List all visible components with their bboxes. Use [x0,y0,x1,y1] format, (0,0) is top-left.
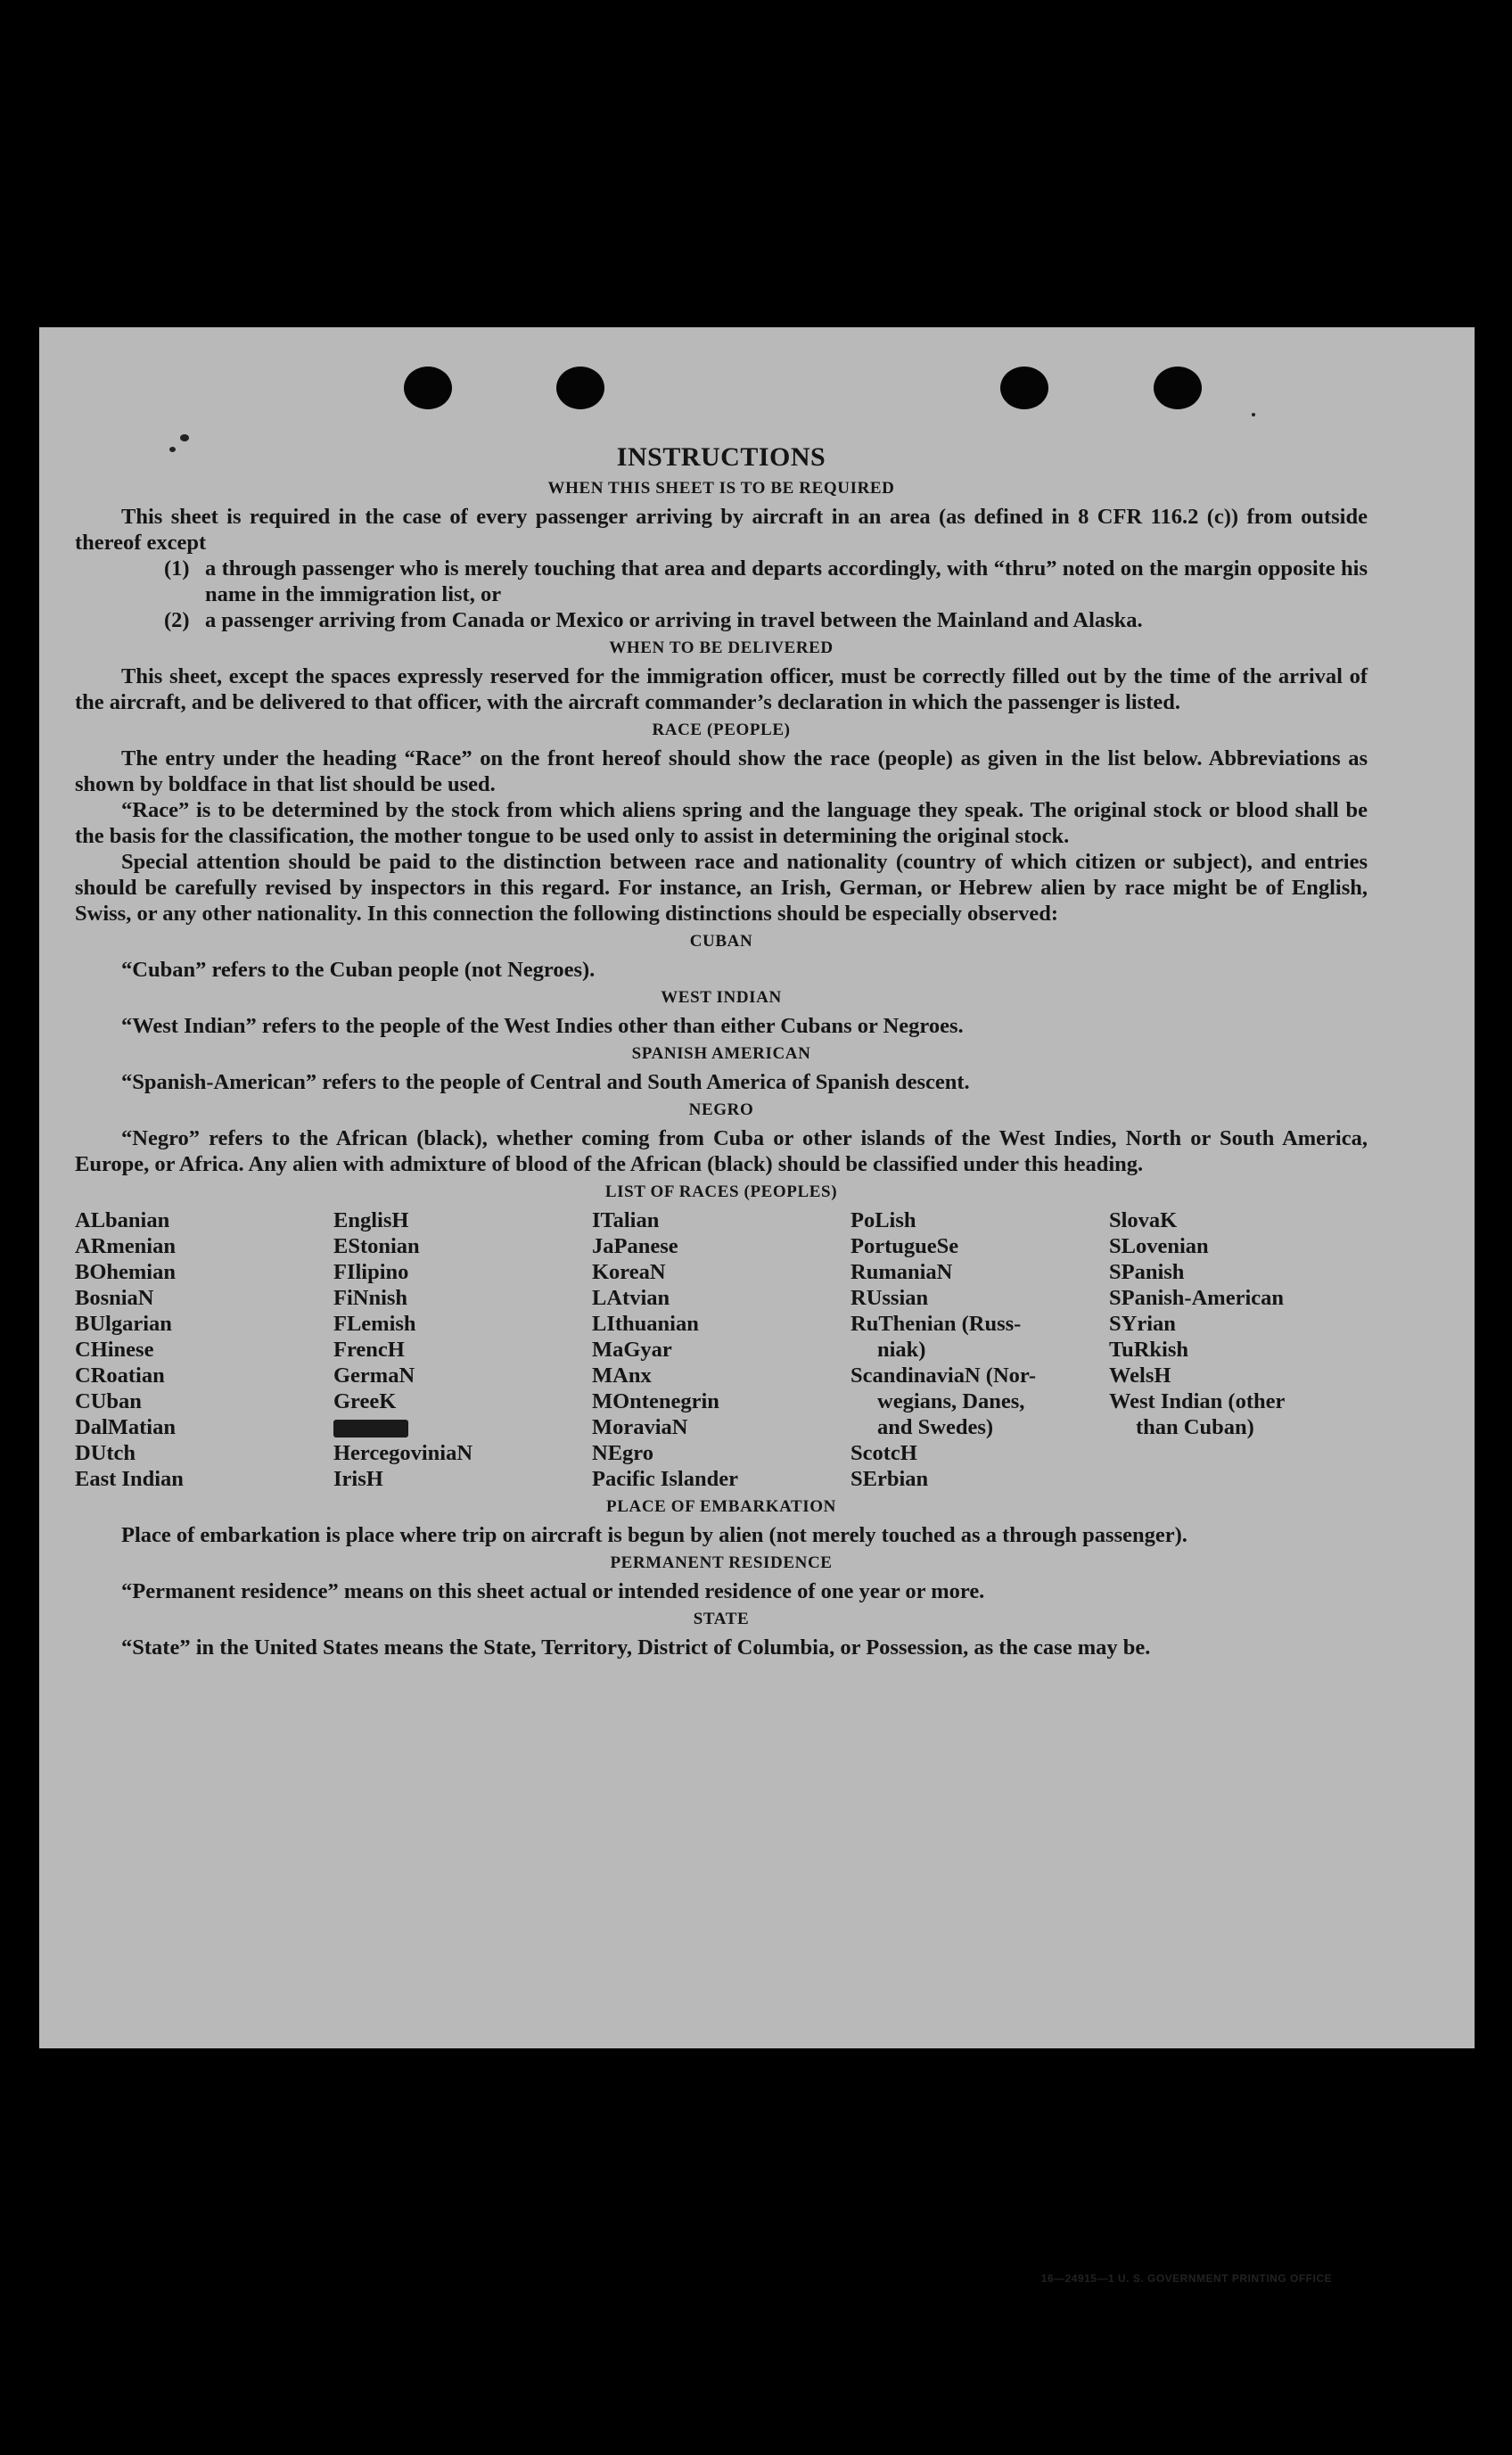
race-entry: Pacific Islander [592,1467,738,1491]
race-entry-redacted [333,1414,592,1440]
race-entry: FIlipino [333,1260,409,1284]
exception-item [75,607,1368,633]
races-column [333,1207,592,1492]
race-entry: SErbian [850,1467,929,1491]
races-column [75,1207,333,1492]
delivered-text: This sheet, except the spaces expressly reserved for the immigration officer, must be correctly filled out by the time of the arrival of the aircraft, and be delivered to that officer, with the aircraft commander’s declaration in which the passenger is listed. [75,664,1368,714]
race-entry: GermaN [333,1363,415,1388]
races-column [850,1207,1109,1492]
page-title: INSTRUCTIONS [616,442,826,472]
exception-number: (2) [164,608,190,632]
heading-list-of-races: LIST OF RACES (PEOPLES) [604,1182,838,1201]
heading-when-delivered: WHEN TO BE DELIVERED [609,638,834,657]
punch-hole [1000,367,1048,409]
races-list [75,1207,1368,1492]
spanish-american-text: “Spanish-American” refers to the people of Central and South America of Spanish descent. [121,1070,970,1094]
ink-speck [1252,413,1255,416]
heading-spanish-american: SPANISH AMERICAN [631,1044,811,1063]
race-entry: ScotcH [850,1441,917,1465]
race-entry: FiNnish [333,1286,408,1310]
race-entry: KoreaN [592,1260,666,1284]
race-entry: EStonian [333,1234,420,1258]
race-entry: ScandinaviaN (Nor- [850,1363,1037,1388]
document-sheet [39,327,1475,2285]
exception-number: (1) [164,556,190,581]
race-entry: SPanish [1109,1260,1185,1284]
embarkation-text: Place of embarkation is place where trip on aircraft is begun by alien (not merely touched as a through passenger). [121,1523,1187,1547]
heading-place-of-embarkation: PLACE OF EMBARKATION [606,1497,836,1516]
exception-item [75,556,1368,607]
race-entry: WelsH [1109,1363,1171,1388]
race-paragraph-3: Special attention should be paid to the distinction between race and nationality (country of which citizen or subject), and entries should be carefully revised by inspectors in this regard. For instance, an Irish, German, or Hebrew alien by race might be of English, Swiss, or any other nationality. In this connection the following distinctions should be especially observed: [75,850,1368,926]
negro-text: “Negro” refers to the African (black), whether coming from Cuba or other islands of the West Indies, North or South America, Europe, or Africa. Any alien with admixture of blood of the African (black) should be classified under this heading. [75,1126,1368,1176]
exception-text: a through passenger who is merely touching that area and departs accordingly, with “thru” noted on the margin opposite his name in the immigration list, or [205,556,1368,606]
punch-hole [404,367,452,409]
race-entry: BUlgarian [75,1312,172,1336]
race-entry: PortugueSe [850,1234,959,1258]
state-text: “State” in the United States means the State, Territory, District of Columbia, or Possession, as the case may be. [121,1635,1151,1660]
race-entry: SPanish-American [1109,1286,1284,1310]
race-entry: HercegoviniaN [333,1441,473,1465]
west-indian-text: “West Indian” refers to the people of the West Indies other than either Cubans or Negroes. [121,1014,964,1038]
race-entry: SLovenian [1109,1234,1209,1258]
heading-cuban: CUBAN [689,932,753,951]
race-entry: DalMatian [75,1415,176,1439]
race-entry: TuRkish [1109,1338,1189,1362]
heading-west-indian: WEST INDIAN [661,988,782,1007]
cuban-text: “Cuban” refers to the Cuban people (not Negroes). [121,958,596,982]
ink-speck [180,434,189,441]
race-entry: CHinese [75,1338,154,1362]
race-entry: MOntenegrin [592,1389,719,1413]
race-paragraph-1: The entry under the heading “Race” on the front hereof should show the race (people) as given in the list below. Abbreviations as shown by boldface in that list should be used. [75,746,1368,796]
race-entry: GreeK [333,1389,397,1413]
race-entry: ARmenian [75,1234,176,1258]
race-entry: MAnx [592,1363,652,1388]
race-entry: West Indian (other [1109,1389,1286,1413]
printing-office-footer: 16—24915—1 U. S. GOVERNMENT PRINTING OFFICE [1040,2272,1332,2285]
race-entry: RUssian [850,1286,929,1310]
heading-race: RACE (PEOPLE) [652,721,791,739]
race-entry: East Indian [75,1467,184,1491]
heading-when-required: WHEN THIS SHEET IS TO BE REQUIRED [547,479,895,498]
race-entry: BOhemian [75,1260,176,1284]
race-entry: SYrian [1109,1312,1176,1336]
required-intro: This sheet is required in the case of every passenger arriving by aircraft in an area (as defined in 8 CFR 116.2 (c)) from outside thereof except [75,505,1368,555]
race-entry: BosniaN [75,1286,154,1310]
race-entry-continued: niak) [877,1338,926,1362]
punch-hole [1154,367,1202,409]
heading-state: STATE [693,1610,750,1628]
race-entry: ITalian [592,1208,660,1232]
race-entry: LIthuanian [592,1312,699,1336]
race-entry: FLemish [333,1312,416,1336]
exception-text: a passenger arriving from Canada or Mexico or arriving in travel between the Mainland and Alaska. [205,608,1143,632]
race-paragraph-2: “Race” is to be determined by the stock from which aliens spring and the language they speak. The original stock or blood shall be the basis for the classification, the mother tongue to be used only to assist in determining the original stock. [75,798,1368,848]
race-entry: IrisH [333,1467,383,1491]
heading-negro: NEGRO [688,1100,754,1119]
race-entry: FrencH [333,1338,405,1362]
race-entry-continued: wegians, Danes, [877,1389,1025,1413]
race-entry: ALbanian [75,1208,170,1232]
residence-text: “Permanent residence” means on this sheet actual or intended residence of one year or more. [121,1579,985,1603]
punch-hole [556,367,604,409]
race-entry: RumaniaN [850,1260,953,1284]
race-entry: NEgro [592,1441,653,1465]
race-entry: MoraviaN [592,1415,688,1439]
redaction-mark [333,1420,408,1438]
race-entry-continued: than Cuban) [1136,1415,1254,1439]
race-entry: CUban [75,1389,142,1413]
race-entry: MaGyar [592,1338,672,1362]
race-entry: EnglisH [333,1208,409,1232]
instructions-content [75,441,1368,1660]
races-column [592,1207,850,1492]
race-entry-continued: and Swedes) [877,1415,994,1439]
race-entry: CRoatian [75,1363,165,1388]
race-entry: JaPanese [592,1234,678,1258]
race-entry: SlovaK [1109,1208,1178,1232]
races-column [1109,1207,1368,1492]
race-entry: RuThenian (Russ- [850,1312,1022,1336]
heading-permanent-residence: PERMANENT RESIDENCE [610,1553,833,1572]
race-entry: DUtch [75,1441,136,1465]
race-entry: LAtvian [592,1286,670,1310]
race-entry: PoLish [850,1208,916,1232]
